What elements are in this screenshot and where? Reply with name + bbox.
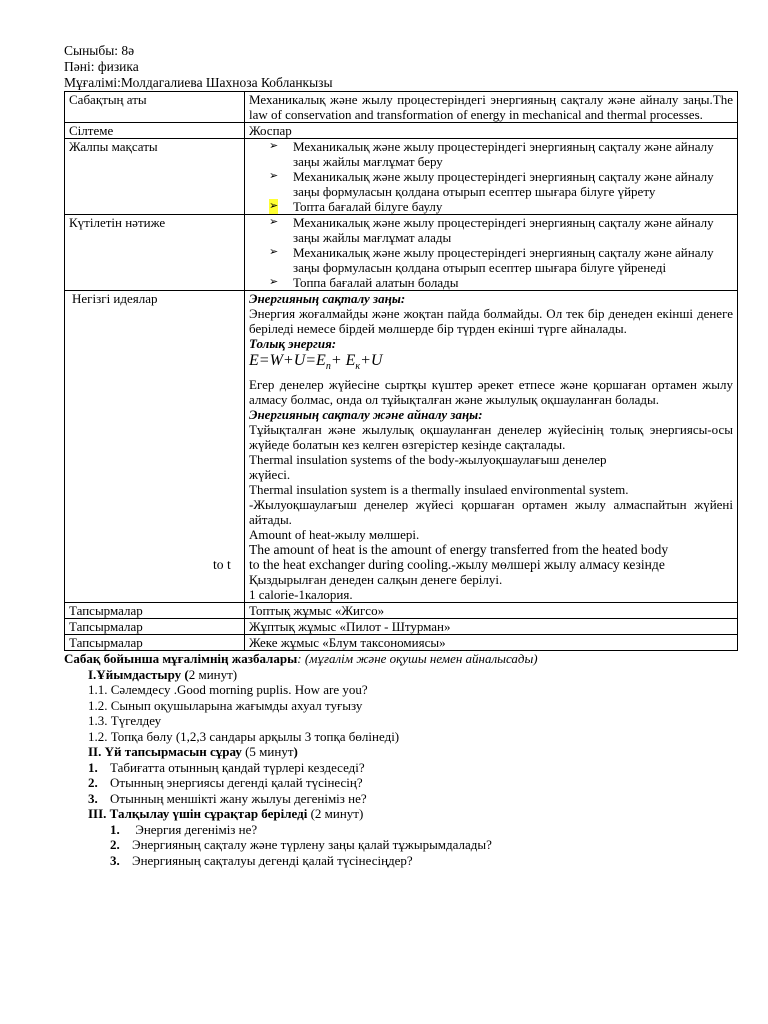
ideas-para-10: 1 calorie-1калория. — [249, 587, 353, 603]
ideas-para-7: Amount of heat-жылу мөлшері. — [249, 527, 420, 543]
list-item: 1. Энергия дегеніміз не? — [110, 821, 258, 837]
teacher-line: Мұғалімі:Молдагалиева Шахноза Кобланкызы — [64, 75, 333, 90]
ideas-para-1: Энергия жоғалмайды және жоқтан пайда болмайды. Ол тек бір денеден екінші денеге беріледі немесе бірдей мөлшерде бір түрден екінші түрге айналады. — [249, 306, 733, 336]
row-reference — [65, 123, 738, 139]
formula: $E=W+U=E_п+ E_к+U$ — [249, 352, 383, 373]
subject-line: Пәні: физика — [64, 59, 139, 74]
list-item: ➢ Механикалық және жылу процестеріндегі энергияның сақталу және айналу заңы формуласын қолдана отырып есептер шығара білуге үйрету — [269, 169, 714, 199]
list-item: 1.2. Топқа бөлу (1,2,3 сандары арқылы 3 топқа бөлінеді) — [88, 728, 400, 744]
task-value: Жұптық жұмыс «Пилот - Штурман» — [245, 619, 738, 635]
ideas-para-5: Thermal insulation system is a thermally insulaed environmental system. — [249, 482, 629, 498]
list-item: ➢ Топта бағалай білуге баулу — [269, 199, 443, 214]
section-1-heading: I.Ұйымдастыру (2 минут) — [88, 666, 238, 682]
row-goals — [65, 139, 738, 215]
ideas-heading-1: Энергияның сақталу заңы: — [249, 291, 406, 306]
outcomes-list — [249, 215, 733, 290]
ideas-para-4: Thermal insulation systems of the body-жылуоқшаулағыш денелер жүйесі. — [249, 452, 607, 483]
row-outcomes — [65, 215, 738, 291]
task-label: Тапсырмалар — [65, 635, 245, 651]
list-item: 3. Энергияның сақталуы дегенді қалай түсінесіңдер? — [110, 852, 413, 868]
section-3-heading: III. Талқылау үшін сұрақтар беріледі (2 минут) — [88, 806, 364, 822]
ideas-heading-3: Энергияның сақталу және айналу заңы: — [249, 407, 483, 423]
ideas-para-6: -Жылуоқшаулағыш денелер жүйесі қоршаған ортамен жылу алмаспайтын жүйені айтады. — [249, 497, 733, 528]
list-item: ➢ Механикалық және жылу процестеріндегі энергияның сақталу және айналу заңы формуласын қолдана отырып есептер шығара білуге үйренеді — [269, 245, 714, 275]
outcomes-cell — [245, 215, 738, 291]
list-item: 1.1. Сәлемдесу .Good morning puplis. How are you? — [88, 682, 368, 698]
list-item: 3. Отынның меншікті жану жылуы дегеніміз не? — [88, 790, 367, 806]
row-lesson-title — [65, 92, 738, 123]
list-item: 2. Энергияның сақталу және түрлену заңы қалай тұжырымдалады? — [110, 837, 492, 853]
reference-label: Сілтеме — [65, 123, 245, 139]
task-value: Жеке жұмыс «Блум таксономиясы» — [245, 635, 738, 651]
task-value: Топтық жұмыс «Жигсо» — [245, 603, 738, 619]
lesson-title-value: Механикалық және жылу процестеріндегі энергияның сақталу және айналу заңы.The law of conservation and transformation of energy in mechanical and thermal processes. — [245, 92, 738, 123]
ideas-cell — [213, 291, 738, 603]
goals-label: Жалпы мақсаты — [65, 139, 245, 215]
outcomes-label: Күтілетін нәтиже — [65, 215, 245, 291]
ideas-para-8-left: to t — [213, 557, 231, 573]
teacher-notes — [64, 651, 739, 868]
list-item: ➢ Топпа бағалай алатын болады — [269, 275, 459, 290]
arrow-bullet-icon: ➢ — [269, 246, 279, 258]
ideas-para-8b: to t to the heat exchanger during cooling.-жылу мөлшері жылу алмасу кезінде — [213, 557, 665, 573]
list-item: ➢ Механикалық және жылу процестеріндегі энергияның сақталу және айналу заңы жайлы мағлұмат алады — [269, 215, 714, 245]
row-task-3 — [65, 635, 738, 651]
goals-cell — [245, 139, 738, 215]
ideas-para-2: Егер денелер жүйесіне сыртқы күштер әрекет етпесе және қоршаған ортамен жылу алмасу болмас, онда ол тұйықталған және жылулық оқшауланған болады. — [249, 377, 733, 408]
lesson-title-label: Сабақтың аты — [65, 92, 245, 123]
list-item: 2. Отынның энергиясы дегенді қалай түсінесің? — [88, 775, 363, 791]
lesson-plan-table — [64, 91, 738, 651]
ideas-label: Негізгі идеялар — [65, 291, 245, 603]
list-item: 1.2. Сынып оқушыларына жағымды ахуал туғызу — [88, 697, 363, 713]
ideas-heading-2: Толық энергия: — [249, 336, 337, 351]
task-label: Тапсырмалар — [65, 603, 245, 619]
list-item: 1. Табиғатта отынның қандай түрлері кездеседі? — [88, 759, 365, 775]
arrow-bullet-icon: ➢ — [269, 200, 279, 212]
list-item: ➢ Механикалық және жылу процестеріндегі энергияның сақталу және айналу заңы жайлы мағлұмат беру — [269, 139, 714, 169]
ideas-para-3: Тұйықталған және жылулық оқшауланған денелер жүйесінің толық энергиясы-осы жүйеде болатын кез келген өзгерістер кезінде сақталады. — [249, 422, 733, 453]
list-item: 1.3. Түгелдеу — [88, 713, 162, 729]
reference-value: Жоспар — [245, 123, 738, 139]
task-label: Тапсырмалар — [65, 619, 245, 635]
arrow-bullet-icon: ➢ — [269, 276, 279, 288]
ideas-para-9: Қыздырылған денеден салқын денеге берілуі. — [249, 572, 503, 588]
arrow-bullet-icon: ➢ — [269, 140, 279, 152]
row-task-1 — [65, 603, 738, 619]
notes-title: Сабақ бойынша мұғалімнің жазбалары: (мұғалім және оқушы немен айналысады) — [64, 651, 538, 667]
arrow-bullet-icon: ➢ — [269, 216, 279, 228]
goals-list — [249, 139, 733, 214]
row-ideas — [65, 291, 738, 603]
lesson-plan-page — [64, 43, 739, 868]
section-2-heading: II. Үй тапсырмасын сұрау (5 минут) — [88, 744, 298, 760]
row-task-2 — [65, 619, 738, 635]
class-line: Сыныбы: 8ә — [64, 43, 135, 58]
ideas-para-8a: The amount of heat is the amount of energy transferred from the heated body — [249, 542, 669, 558]
arrow-bullet-icon: ➢ — [269, 170, 279, 182]
